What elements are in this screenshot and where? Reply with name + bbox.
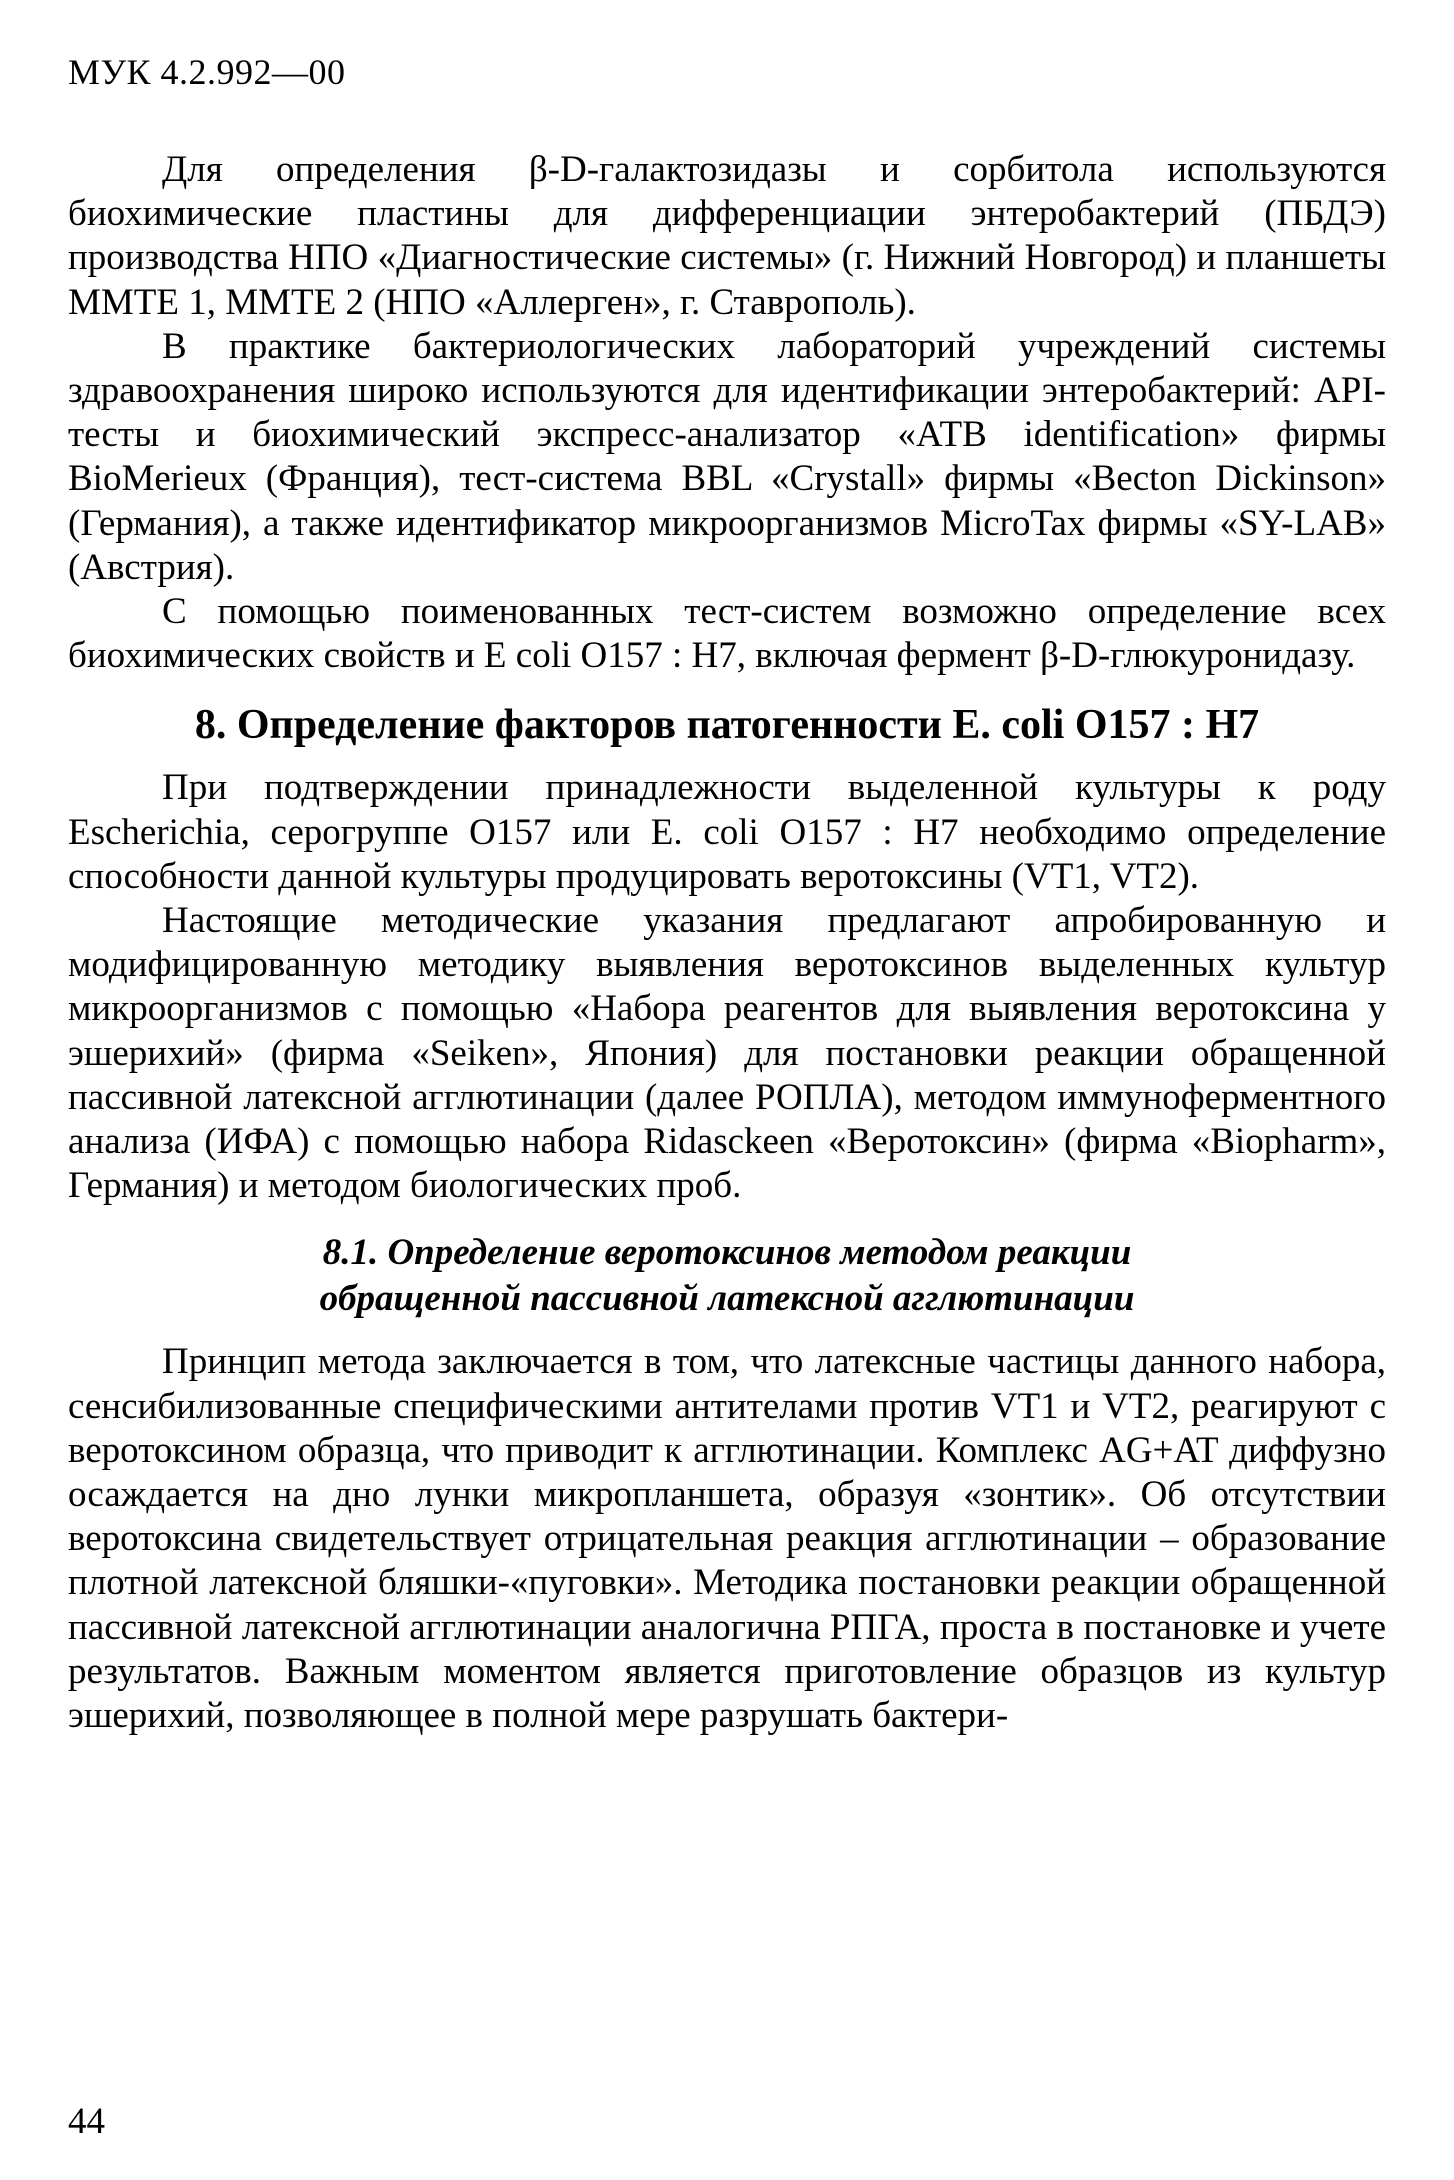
paragraph-methods: Настоящие методические указания предлагают апробированную и модифицированную методику выявления веротоксинов выделенных культур микроорганизмов с помощью «Набора реагентов для выявления веротоксина у эшерихий» (фирма «Seiken», Япония) для постановки реакции обращенной пассивной латексной агглютинации (далее РОПЛА), методом иммуноферментного анализа (ИФА) с помощью набора Ridasckeen «Веротоксин» (фирма «Biopharm», Германия) и методом биологических проб. [68,900,1386,1207]
running-header: МУК 4.2.992—00 [68,52,346,92]
body-text [68,148,1386,1738]
paragraph-test-systems: С помощью поименованных тест-систем возможно определение всех биохимических свойств и E coli O157 : H7, включая фермент β-D-глюкуронидазу. [68,591,1386,677]
paragraph-verotoxin-requirement: При подтверждении принадлежности выделенной культуры к роду Escherichia, серогруппе O157 или E. coli O157 : H7 необходимо определение способности данной культуры продуцировать веротоксины (VT1, VT2). [68,767,1386,897]
paragraph-method-principle: Принцип метода заключается в том, что латексные частицы данного набора, сенсибилизованные специфическими антителами против VT1 и VT2, реагируют с веротоксином образца, что приводит к агглютинации. Комплекс AG+AT диффузно осаждается на дно лунки микропланшета, образуя «зонтик». Об отсутствии веротоксина свидетельствует отрицательная реакция агглютинации – образование плотной латексной бляшки-«пуговки». Методика постановки реакции обращенной пассивной латексной агглютинации аналогична РПГА, проста в постановке и учете результатов. Важным моментом является приготовление образцов из культур эшерихий, позволяющее в полной мере разрушать бактери- [68,1341,1386,1737]
section-8-1-heading: 8.1. Определение веротоксинов методом реакции обращенной пассивной латексной агглютинации [319,1232,1135,1320]
paragraph-lab-practice: В практике бактериологических лабораторий учреждений системы здравоохранения широко используются для идентификации энтеробактерий: API-тесты и биохимический экспресс-анализатор «АТВ identification» фирмы BioMerieux (Франция), тест-система BBL «Crystall» фирмы «Becton Dickinson» (Германия), а также идентификатор микроорганизмов MicroTax фирмы «SY-LAB» (Австрия). [68,325,1386,588]
paragraph-galactosidase: Для определения β-D-галактозидазы и сорбитола используются биохимические пластины для дифференциации энтеробактерий (ПБДЭ) производства НПО «Диагностические системы» (г. Нижний Новгород) и планшеты ММТЕ 1, ММТЕ 2 (НПО «Аллерген», г. Ставрополь). [68,149,1386,323]
page-number: 44 [68,2101,105,2142]
section-8-heading: 8. Определение факторов патогенности E. coli O157 : H7 [194,702,1260,749]
